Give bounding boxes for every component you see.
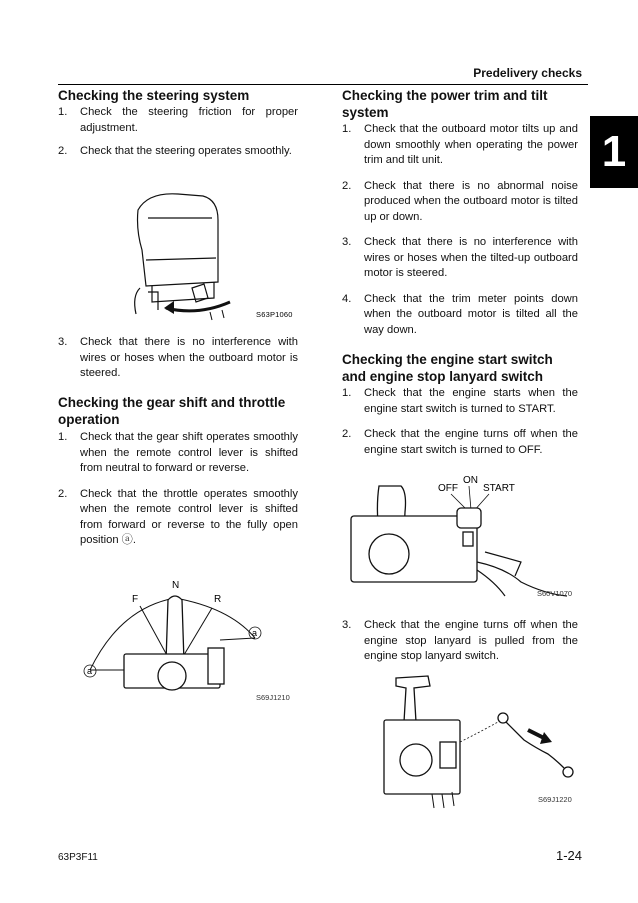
list-item [342, 427, 578, 458]
item-text: Check that the trim meter points down when the outboard motor is tilted all the way down. [364, 292, 578, 336]
heading-trim: Checking the power trim and tilt system [342, 88, 548, 120]
item-number: 1. [342, 123, 352, 135]
item-text: Check that the engine turns off when the engine start switch is turned to OFF. [364, 428, 578, 456]
item-number: 3. [342, 619, 352, 631]
figure-code: S69J1220 [538, 795, 572, 804]
label-neutral: N [172, 580, 180, 591]
section-trim [342, 87, 578, 338]
list-item [342, 292, 578, 339]
lanyard-figure [380, 672, 590, 812]
list-item [58, 487, 298, 549]
section-gear [58, 394, 298, 549]
item-number: 2. [58, 487, 68, 500]
steering-item-3 [58, 335, 298, 382]
item-text: Check that the steering operates smoothly. [80, 145, 292, 157]
heading-start-switch: Checking the engine start switch and engine stop lanyard switch [342, 352, 553, 384]
item-number: 2. [58, 145, 68, 157]
item-number: 1. [58, 431, 68, 443]
figure-code: S60V1070 [537, 589, 573, 598]
throttle-figure [80, 578, 305, 708]
start-item-3 [342, 618, 578, 665]
header-rule [58, 84, 588, 85]
item-text: Check that there is no interference with wires or hoses when the outboard motor is steered. [80, 336, 298, 379]
item-number: 3. [58, 336, 68, 348]
page-number: 1-24 [555, 848, 582, 863]
start-switch-figure [345, 472, 575, 604]
list-item [342, 235, 578, 282]
item-text: Check that there is no abnormal noise produced when the outboard motor is tilted up or down. [364, 179, 578, 223]
list-item [342, 122, 578, 169]
heading-gear: Checking the gear shift and throttle operation [58, 395, 286, 427]
item-number: 1. [342, 387, 352, 399]
figure-code: S69J1210 [256, 693, 290, 702]
label-a-right: a [252, 628, 258, 638]
item-text: Check that the outboard motor tilts up and down smoothly when operating the power trim and tilt unit. [364, 123, 578, 166]
heading-steering: Checking the steering system [58, 88, 250, 103]
section-start-switch [342, 351, 578, 458]
label-forward: F [132, 594, 139, 605]
list-item [342, 179, 578, 226]
list-item [58, 105, 298, 136]
footer-code: 63P3F11 [58, 852, 98, 863]
list-item [342, 618, 578, 665]
item-text: Check that the engine turns off when the engine stop lanyard is pulled from the engine stop lanyard switch. [364, 619, 578, 662]
item-text: Check the steering friction for proper adjustment. [80, 106, 298, 134]
label-off: OFF [438, 483, 458, 494]
label-start: START [483, 483, 515, 494]
item-text: Check that the gear shift operates smoothly when the remote control lever is shifted from neutral to forward or reverse. [80, 431, 298, 474]
list-item [58, 144, 298, 160]
item-number: 4. [342, 292, 352, 305]
item-number: 2. [342, 179, 352, 192]
list-item [342, 386, 578, 417]
item-number: 1. [58, 106, 68, 118]
list-item [58, 335, 298, 382]
item-number: 2. [342, 428, 352, 440]
list-item [58, 430, 298, 477]
label-on: ON [463, 475, 478, 486]
running-header: Predelivery checks [473, 66, 582, 80]
chapter-tab: 1 [590, 116, 638, 188]
figure-code: S63P1060 [256, 310, 293, 319]
item-text: Check that there is no interference with wires or hoses when the tilted-up outboard motor is steered. [364, 236, 578, 279]
item-text: Check that the engine starts when the engine start switch is turned to START. [364, 387, 578, 415]
item-text: Check that the throttle operates smoothly when the remote control lever is shifted from forward or reverse to the fully open position ⓐ. [80, 487, 298, 546]
steering-figure [118, 190, 303, 322]
item-number: 3. [342, 236, 352, 248]
label-a-left: a [87, 666, 93, 676]
section-steering [58, 87, 298, 160]
label-reverse: R [214, 594, 222, 605]
